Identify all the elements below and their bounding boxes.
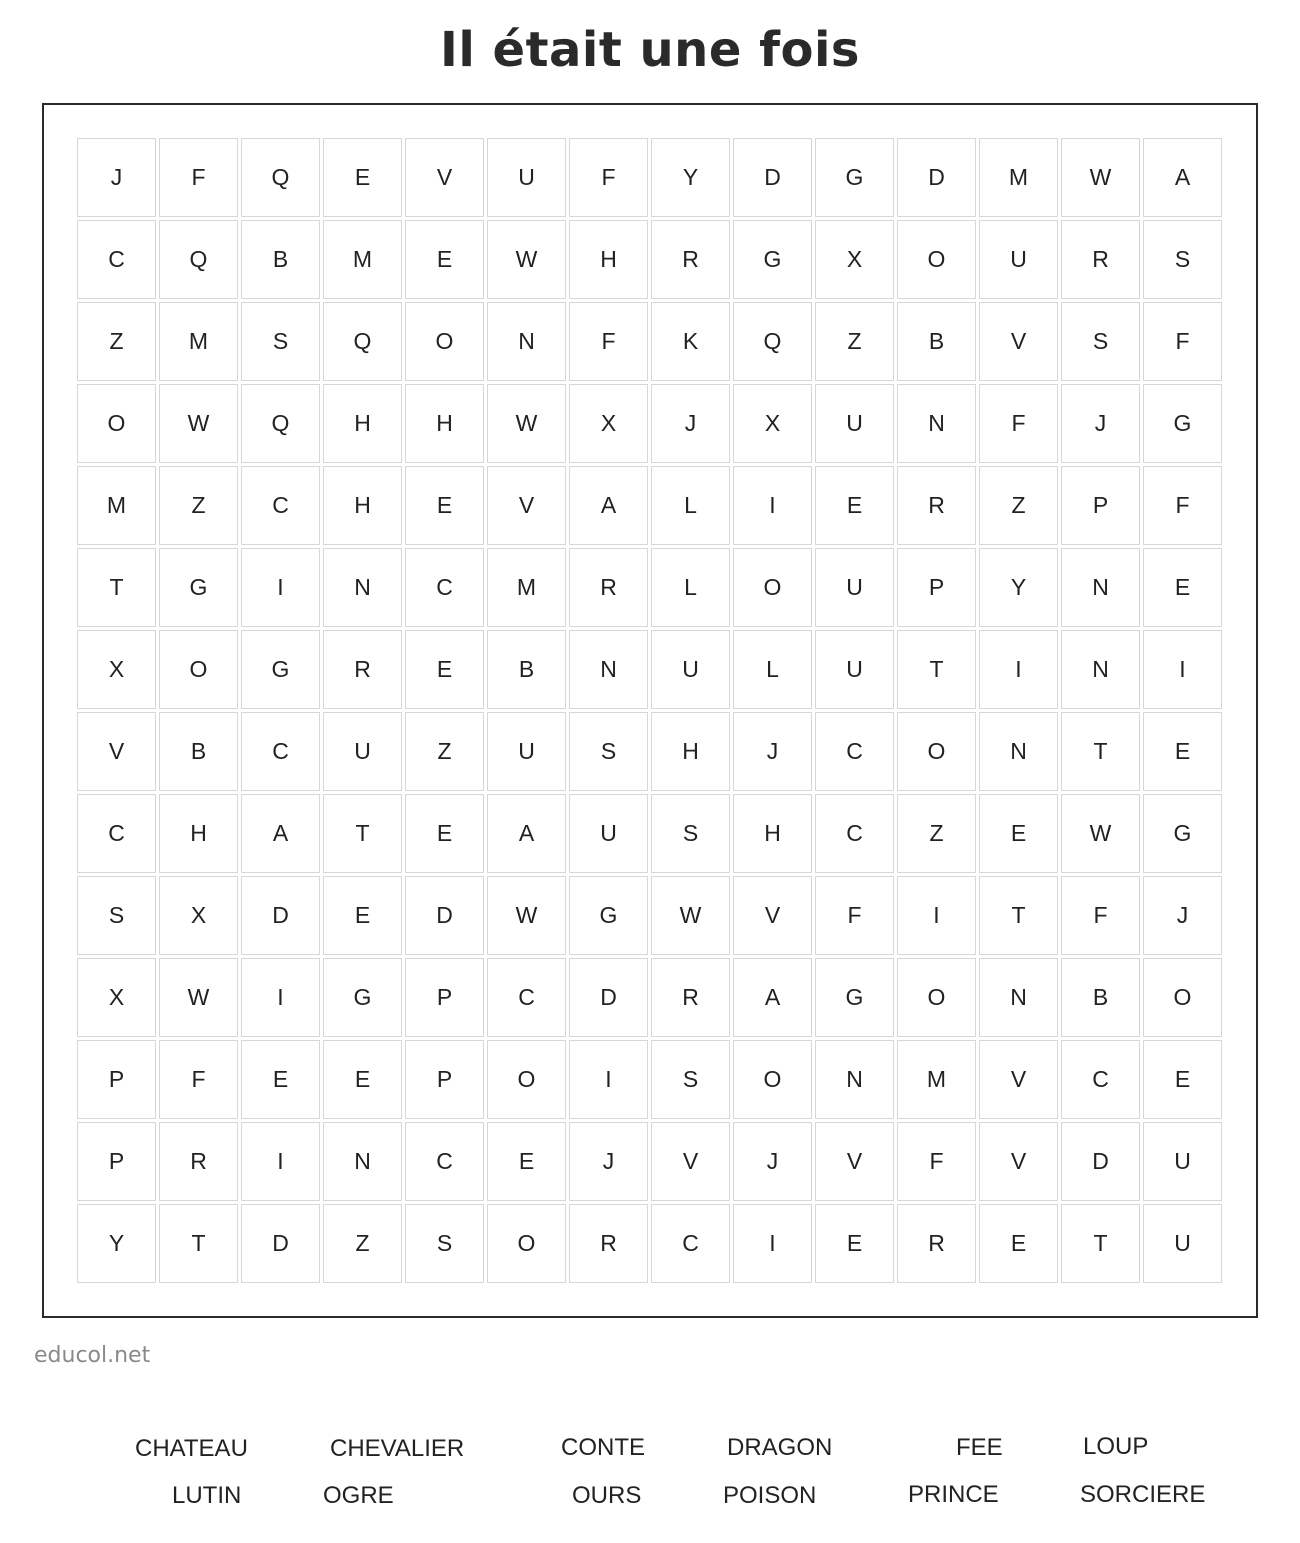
grid-cell[interactable]: F <box>897 1122 976 1201</box>
grid-cell[interactable]: G <box>569 876 648 955</box>
grid-cell[interactable]: I <box>241 1122 320 1201</box>
grid-cell[interactable]: R <box>569 548 648 627</box>
grid-cell[interactable]: V <box>733 876 812 955</box>
grid-cell[interactable]: D <box>241 1204 320 1283</box>
grid-cell[interactable]: N <box>569 630 648 709</box>
grid-cell[interactable]: I <box>897 876 976 955</box>
grid-cell[interactable]: T <box>897 630 976 709</box>
grid-cell[interactable]: F <box>979 384 1058 463</box>
grid-cell[interactable]: E <box>405 794 484 873</box>
grid-cell[interactable]: E <box>1143 1040 1222 1119</box>
grid-cell[interactable]: W <box>1061 138 1140 217</box>
grid-cell[interactable]: Q <box>159 220 238 299</box>
grid-cell[interactable]: F <box>1143 302 1222 381</box>
grid-cell[interactable]: G <box>241 630 320 709</box>
grid-cell[interactable]: T <box>979 876 1058 955</box>
grid-cell[interactable]: O <box>897 220 976 299</box>
grid-cell[interactable]: F <box>159 1040 238 1119</box>
grid-cell[interactable]: N <box>323 548 402 627</box>
grid-cell[interactable]: V <box>979 1122 1058 1201</box>
grid-cell[interactable]: E <box>323 876 402 955</box>
word-list-item: OURS <box>572 1482 642 1509</box>
grid-cell[interactable]: W <box>1061 794 1140 873</box>
grid-cell[interactable]: C <box>77 794 156 873</box>
grid-cell[interactable]: O <box>487 1204 566 1283</box>
grid-cell[interactable]: I <box>733 466 812 545</box>
grid-cell[interactable]: U <box>487 138 566 217</box>
grid-cell[interactable]: C <box>241 712 320 791</box>
grid-cell[interactable]: N <box>1061 548 1140 627</box>
grid-cell[interactable]: C <box>651 1204 730 1283</box>
grid-cell[interactable]: J <box>77 138 156 217</box>
grid-cell[interactable]: Q <box>733 302 812 381</box>
grid-cell[interactable]: D <box>897 138 976 217</box>
grid-cell[interactable]: S <box>77 876 156 955</box>
grid-cell[interactable]: S <box>651 1040 730 1119</box>
grid-cell[interactable]: M <box>897 1040 976 1119</box>
grid-cell[interactable]: O <box>1143 958 1222 1037</box>
grid-cell[interactable]: G <box>1143 384 1222 463</box>
grid-cell[interactable]: V <box>979 1040 1058 1119</box>
grid-cell[interactable]: E <box>979 794 1058 873</box>
grid-cell[interactable]: O <box>405 302 484 381</box>
grid-cell[interactable]: B <box>1061 958 1140 1037</box>
grid-cell[interactable]: C <box>405 548 484 627</box>
grid-cell[interactable]: I <box>733 1204 812 1283</box>
grid-cell[interactable]: W <box>159 384 238 463</box>
grid-cell[interactable]: N <box>897 384 976 463</box>
grid-cell[interactable]: U <box>651 630 730 709</box>
grid-cell[interactable]: X <box>569 384 648 463</box>
grid-cell[interactable]: J <box>1143 876 1222 955</box>
grid-cell[interactable]: T <box>77 548 156 627</box>
grid-cell[interactable]: S <box>405 1204 484 1283</box>
grid-cell[interactable]: C <box>405 1122 484 1201</box>
grid-cell[interactable]: L <box>651 548 730 627</box>
grid-cell[interactable]: E <box>405 630 484 709</box>
grid-cell[interactable]: H <box>323 466 402 545</box>
grid-cell[interactable]: A <box>1143 138 1222 217</box>
grid-cell[interactable]: P <box>77 1122 156 1201</box>
grid-cell[interactable]: N <box>815 1040 894 1119</box>
grid-cell[interactable]: M <box>159 302 238 381</box>
grid-cell[interactable]: E <box>405 220 484 299</box>
word-list-item: SORCIERE <box>1080 1481 1206 1508</box>
grid-cell[interactable]: U <box>815 548 894 627</box>
grid-cell[interactable]: C <box>241 466 320 545</box>
grid-cell[interactable]: G <box>815 958 894 1037</box>
grid-cell[interactable]: V <box>815 1122 894 1201</box>
grid-cell[interactable]: A <box>487 794 566 873</box>
grid-cell[interactable]: S <box>241 302 320 381</box>
grid-cell[interactable]: C <box>815 712 894 791</box>
grid-cell[interactable]: G <box>815 138 894 217</box>
grid-cell[interactable]: U <box>815 384 894 463</box>
grid-cell[interactable]: X <box>733 384 812 463</box>
grid-cell[interactable]: M <box>77 466 156 545</box>
grid-cell[interactable]: U <box>1143 1122 1222 1201</box>
grid-cell[interactable]: D <box>405 876 484 955</box>
grid-cell[interactable]: V <box>651 1122 730 1201</box>
grid-cell[interactable]: T <box>1061 1204 1140 1283</box>
word-list-item: CHATEAU <box>135 1435 248 1462</box>
grid-cell[interactable]: R <box>159 1122 238 1201</box>
grid-cell[interactable]: E <box>979 1204 1058 1283</box>
grid-cell[interactable]: D <box>241 876 320 955</box>
grid-cell[interactable]: X <box>815 220 894 299</box>
word-list-item: OGRE <box>323 1482 394 1509</box>
grid-cell[interactable]: J <box>569 1122 648 1201</box>
grid-cell[interactable]: C <box>77 220 156 299</box>
grid-cell[interactable]: O <box>159 630 238 709</box>
grid-cell[interactable]: I <box>1143 630 1222 709</box>
grid-cell[interactable]: A <box>241 794 320 873</box>
grid-cell[interactable]: L <box>651 466 730 545</box>
grid-cell[interactable]: G <box>159 548 238 627</box>
grid-cell[interactable]: Q <box>241 384 320 463</box>
grid-cell[interactable]: O <box>897 958 976 1037</box>
grid-cell[interactable]: H <box>569 220 648 299</box>
word-list-item: PRINCE <box>908 1481 999 1508</box>
grid-cell[interactable]: D <box>569 958 648 1037</box>
grid-cell[interactable]: B <box>159 712 238 791</box>
word-list-item: CONTE <box>561 1434 645 1461</box>
grid-cell[interactable]: H <box>323 384 402 463</box>
grid-cell[interactable]: Y <box>979 548 1058 627</box>
grid-cell[interactable]: E <box>487 1122 566 1201</box>
grid-cell[interactable]: C <box>1061 1040 1140 1119</box>
grid-cell[interactable]: T <box>159 1204 238 1283</box>
word-list-item: FEE <box>956 1434 1003 1461</box>
grid-cell[interactable]: V <box>77 712 156 791</box>
word-list-item: POISON <box>723 1482 817 1509</box>
grid-cell[interactable]: N <box>979 712 1058 791</box>
grid-cell[interactable]: C <box>815 794 894 873</box>
grid-cell[interactable]: A <box>569 466 648 545</box>
grid-cell[interactable]: T <box>323 794 402 873</box>
grid-cell[interactable]: I <box>569 1040 648 1119</box>
letter-grid <box>77 138 1222 1283</box>
grid-cell[interactable]: W <box>487 876 566 955</box>
grid-cell[interactable]: U <box>979 220 1058 299</box>
grid-cell[interactable]: R <box>651 220 730 299</box>
grid-cell[interactable]: Z <box>979 466 1058 545</box>
grid-cell[interactable]: M <box>979 138 1058 217</box>
grid-cell[interactable]: O <box>733 1040 812 1119</box>
grid-cell[interactable]: H <box>651 712 730 791</box>
grid-cell[interactable]: M <box>487 548 566 627</box>
grid-cell[interactable]: H <box>405 384 484 463</box>
grid-cell[interactable]: H <box>733 794 812 873</box>
grid-cell[interactable]: E <box>405 466 484 545</box>
grid-cell[interactable]: T <box>1061 712 1140 791</box>
grid-cell[interactable]: F <box>1143 466 1222 545</box>
grid-cell[interactable]: O <box>897 712 976 791</box>
grid-cell[interactable]: J <box>733 712 812 791</box>
grid-cell[interactable]: E <box>323 1040 402 1119</box>
page-title: Il était une fois <box>439 22 860 78</box>
grid-cell[interactable]: Y <box>651 138 730 217</box>
grid-cell[interactable]: M <box>323 220 402 299</box>
grid-cell[interactable]: Z <box>815 302 894 381</box>
grid-cell[interactable]: R <box>569 1204 648 1283</box>
word-list-item: LOUP <box>1083 1433 1149 1460</box>
grid-cell[interactable]: W <box>651 876 730 955</box>
grid-cell[interactable]: Z <box>159 466 238 545</box>
word-list-item: DRAGON <box>727 1434 833 1461</box>
grid-cell[interactable]: S <box>569 712 648 791</box>
grid-cell[interactable]: V <box>979 302 1058 381</box>
grid-cell[interactable]: E <box>815 466 894 545</box>
grid-cell[interactable]: P <box>1061 466 1140 545</box>
grid-cell[interactable]: E <box>1143 548 1222 627</box>
grid-cell[interactable]: E <box>815 1204 894 1283</box>
grid-cell[interactable]: U <box>1143 1204 1222 1283</box>
word-list-item: CHEVALIER <box>330 1435 465 1462</box>
grid-cell[interactable]: P <box>405 1040 484 1119</box>
site-watermark: educol.net <box>34 1343 151 1368</box>
grid-cell[interactable]: B <box>487 630 566 709</box>
grid-cell[interactable]: S <box>1143 220 1222 299</box>
grid-cell[interactable]: D <box>733 138 812 217</box>
grid-cell[interactable]: I <box>241 958 320 1037</box>
grid-cell[interactable]: G <box>1143 794 1222 873</box>
grid-cell[interactable]: E <box>1143 712 1222 791</box>
grid-cell[interactable]: A <box>733 958 812 1037</box>
grid-cell[interactable]: D <box>1061 1122 1140 1201</box>
grid-cell[interactable]: F <box>815 876 894 955</box>
grid-cell[interactable]: F <box>159 138 238 217</box>
grid-cell[interactable]: J <box>651 384 730 463</box>
grid-cell[interactable]: B <box>897 302 976 381</box>
grid-cell[interactable]: U <box>487 712 566 791</box>
grid-cell[interactable]: V <box>405 138 484 217</box>
grid-cell[interactable]: F <box>569 138 648 217</box>
grid-cell[interactable]: X <box>159 876 238 955</box>
grid-cell[interactable]: N <box>1061 630 1140 709</box>
grid-cell[interactable]: Y <box>77 1204 156 1283</box>
grid-cell[interactable]: P <box>897 548 976 627</box>
grid-cell[interactable]: Z <box>323 1204 402 1283</box>
grid-cell[interactable]: S <box>651 794 730 873</box>
grid-cell[interactable]: N <box>979 958 1058 1037</box>
grid-cell[interactable]: O <box>77 384 156 463</box>
grid-cell[interactable]: N <box>487 302 566 381</box>
grid-cell[interactable]: G <box>733 220 812 299</box>
grid-cell[interactable]: R <box>651 958 730 1037</box>
grid-cell[interactable]: W <box>487 220 566 299</box>
grid-cell[interactable]: Q <box>323 302 402 381</box>
grid-cell[interactable]: W <box>159 958 238 1037</box>
grid-cell[interactable]: Z <box>405 712 484 791</box>
grid-cell[interactable]: U <box>569 794 648 873</box>
grid-cell[interactable]: P <box>77 1040 156 1119</box>
grid-cell[interactable]: I <box>241 548 320 627</box>
grid-cell[interactable]: Z <box>897 794 976 873</box>
grid-cell[interactable]: R <box>897 466 976 545</box>
grid-cell[interactable]: I <box>979 630 1058 709</box>
grid-cell[interactable]: W <box>487 384 566 463</box>
grid-cell[interactable]: R <box>897 1204 976 1283</box>
grid-cell[interactable]: R <box>323 630 402 709</box>
grid-cell[interactable]: F <box>569 302 648 381</box>
grid-cell[interactable]: X <box>77 958 156 1037</box>
word-list-item: LUTIN <box>172 1482 242 1509</box>
grid-cell[interactable]: U <box>323 712 402 791</box>
grid-cell[interactable]: F <box>1061 876 1140 955</box>
grid-cell[interactable]: V <box>487 466 566 545</box>
grid-cell[interactable]: O <box>487 1040 566 1119</box>
grid-cell[interactable]: R <box>1061 220 1140 299</box>
grid-cell[interactable]: S <box>1061 302 1140 381</box>
grid-cell[interactable]: J <box>733 1122 812 1201</box>
grid-cell[interactable]: Z <box>77 302 156 381</box>
grid-cell[interactable]: J <box>1061 384 1140 463</box>
grid-cell[interactable]: Q <box>241 138 320 217</box>
grid-cell[interactable]: O <box>733 548 812 627</box>
grid-cell[interactable]: U <box>815 630 894 709</box>
grid-cell[interactable]: C <box>487 958 566 1037</box>
grid-cell[interactable]: G <box>323 958 402 1037</box>
grid-cell[interactable]: X <box>77 630 156 709</box>
grid-cell[interactable]: P <box>405 958 484 1037</box>
grid-cell[interactable]: L <box>733 630 812 709</box>
grid-cell[interactable]: E <box>241 1040 320 1119</box>
grid-cell[interactable]: K <box>651 302 730 381</box>
grid-cell[interactable]: E <box>323 138 402 217</box>
grid-cell[interactable]: B <box>241 220 320 299</box>
grid-cell[interactable]: H <box>159 794 238 873</box>
grid-cell[interactable]: N <box>323 1122 402 1201</box>
